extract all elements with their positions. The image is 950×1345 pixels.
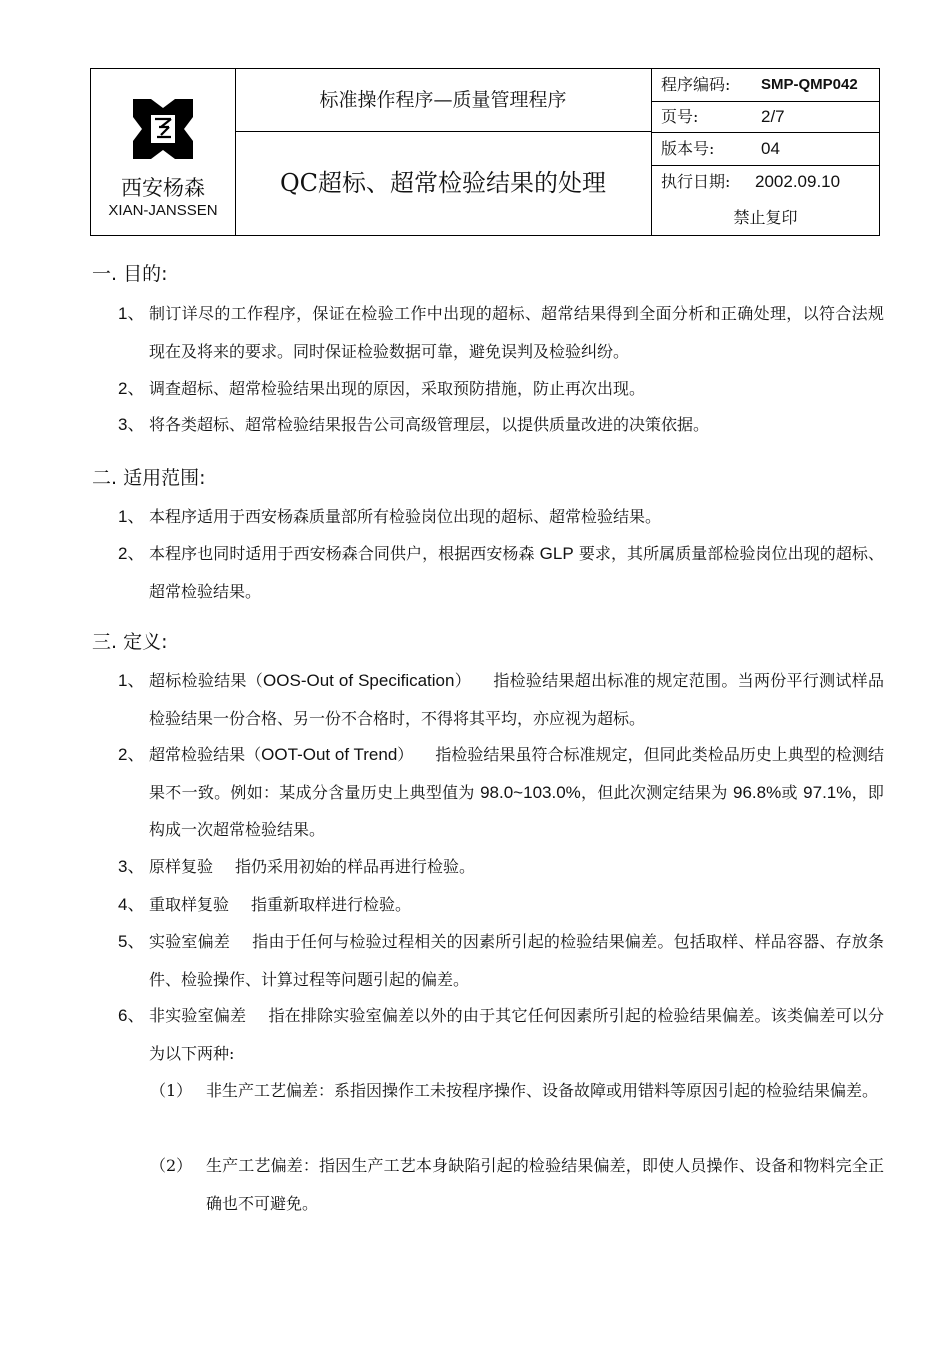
item-text bbox=[149, 848, 884, 886]
item-text: 本程序适用于西安杨森质量部所有检验岗位出现的超标、超常检验结果。 bbox=[149, 507, 662, 526]
term-cn: 超标检验结果（ bbox=[149, 671, 264, 690]
definition-text: 指由于任何与检验过程相关的因素所引起的检验结果偏差。包括取样、样品容器、存放条件、检验操作、计算过程等问题引起的偏差。 bbox=[149, 932, 884, 989]
doc-title: QC超标、超常检验结果的处理 bbox=[279, 169, 607, 197]
subitem-number: （1） bbox=[150, 1081, 193, 1100]
term-end: ） bbox=[397, 745, 414, 764]
item-text bbox=[149, 997, 884, 1072]
date-label: 执行日期: bbox=[661, 172, 731, 191]
definition-text-c: 或 bbox=[781, 782, 798, 802]
item-text: 将各类超标、超常检验结果报告公司高级管理层，以提供质量改进的决策依据。 bbox=[149, 415, 710, 434]
item-number: 1、 bbox=[118, 507, 145, 526]
company-name-cn: 西安杨森 bbox=[121, 176, 205, 200]
definition-text: 指重新取样进行检验。 bbox=[251, 895, 412, 914]
subitem-text: 非生产工艺偏差：系指因操作工未按程序操作、设备故障或用错料等原因引起的检验结果偏差。 bbox=[206, 1081, 879, 1100]
version-label: 版本号: bbox=[661, 139, 715, 158]
version-row bbox=[651, 132, 880, 166]
company-logo-icon bbox=[133, 99, 193, 159]
item-number: 3、 bbox=[118, 857, 145, 876]
no-copy-notice: 禁止复印 bbox=[733, 208, 798, 227]
company-name-en: XIAN-JANSSEN bbox=[108, 202, 218, 219]
term-cn: 重取样复验 bbox=[149, 895, 230, 914]
definition-text: 指在排除实验室偏差以外的由于其它任何因素所引起的检验结果偏差。该类偏差可以分为以下两种: bbox=[149, 1006, 884, 1063]
definition-text: 指仍采用初始的样品再进行检验。 bbox=[235, 857, 476, 876]
item-number: 5、 bbox=[118, 932, 145, 951]
notice-row bbox=[651, 201, 880, 235]
term-en: OOT-Out of Trend bbox=[261, 745, 398, 764]
page-value: 2/7 bbox=[761, 107, 785, 126]
subitem-number: （2） bbox=[150, 1156, 193, 1175]
section-3-title: 三. 定义: bbox=[92, 631, 168, 653]
item-text bbox=[149, 736, 884, 849]
page-label: 页号: bbox=[661, 107, 699, 126]
subitem-text: 生产工艺偏差：指因生产工艺本身缺陷引起的检验结果偏差，即使人员操作、设备和物料完全正确也不可避免。 bbox=[206, 1156, 884, 1213]
page-row bbox=[651, 101, 880, 133]
code-label: 程序编码: bbox=[661, 75, 731, 94]
term-cn: 非实验室偏差 bbox=[149, 1006, 247, 1025]
date-value: 2002.09.10 bbox=[755, 172, 841, 191]
item-text: 调查超标、超常检验结果出现的原因，采取预防措施，防止再次出现。 bbox=[149, 379, 646, 398]
typical-range: 98.0~103.0% bbox=[480, 782, 581, 802]
result-value-2: 97.1% bbox=[803, 782, 852, 802]
item-text: 制订详尽的工作程序，保证在检验工作中出现的超标、超常结果得到全面分析和正确处理，以符合法规现在及将来的要求。同时保证检验数据可靠，避免误判及检验纠纷。 bbox=[149, 304, 884, 361]
logo-cell bbox=[91, 69, 236, 235]
definition-text: 指检验结果超出标准的规定范围。当两份平行测试样品检验结果一份合格、另一份不合格时，不得将其平均，亦应视为超标。 bbox=[149, 671, 884, 728]
item-text bbox=[149, 535, 884, 610]
item-number: 2、 bbox=[118, 544, 145, 563]
item-text bbox=[149, 662, 884, 737]
item-number: 3、 bbox=[118, 415, 145, 434]
item-number: 2、 bbox=[118, 379, 145, 398]
term-end: ） bbox=[454, 671, 472, 690]
code-row bbox=[651, 69, 880, 102]
glp-term: GLP bbox=[539, 544, 574, 563]
term-cn: 实验室偏差 bbox=[149, 932, 231, 951]
item-number: 6、 bbox=[118, 1006, 145, 1025]
item-text bbox=[149, 923, 884, 998]
section-2-title: 二. 适用范围: bbox=[92, 467, 206, 489]
result-value-1: 96.8% bbox=[733, 782, 782, 802]
version-value: 04 bbox=[761, 139, 780, 158]
code-value: SMP-QMP042 bbox=[761, 76, 858, 93]
doc-type: 标准操作程序—质量管理程序 bbox=[235, 69, 651, 132]
term-cn: 超常检验结果（ bbox=[149, 745, 262, 764]
term-en: OOS-Out of Specification bbox=[263, 671, 455, 690]
doc-title-cell bbox=[235, 69, 652, 235]
term-cn: 原样复验 bbox=[149, 857, 214, 876]
item-text bbox=[149, 886, 884, 924]
item-number: 1、 bbox=[118, 304, 145, 323]
item-number: 2、 bbox=[118, 745, 145, 764]
section-1-title: 一. 目的: bbox=[92, 263, 168, 285]
definition-text-a: 指检验结果虽符合标准规定，但同此类检品历史上典型的检测结果不一致。例如：某成分含量历史上典型值为 bbox=[149, 745, 884, 802]
item-number: 4、 bbox=[118, 895, 145, 914]
header-table bbox=[90, 68, 880, 236]
s1-item-1 bbox=[118, 295, 884, 370]
item-number: 1、 bbox=[118, 671, 145, 690]
date-row bbox=[651, 165, 880, 199]
item-text-a: 本程序也同时适用于西安杨森合同供户，根据西安杨森 bbox=[149, 544, 535, 563]
item-text-c: 要求，其所属质量部检验岗位出现的超标、超常检验结果。 bbox=[149, 544, 884, 601]
definition-text-b: ，但此次测定结果为 bbox=[580, 782, 728, 802]
definition-text-d: ，即构成一次超常检验结果。 bbox=[149, 782, 884, 839]
